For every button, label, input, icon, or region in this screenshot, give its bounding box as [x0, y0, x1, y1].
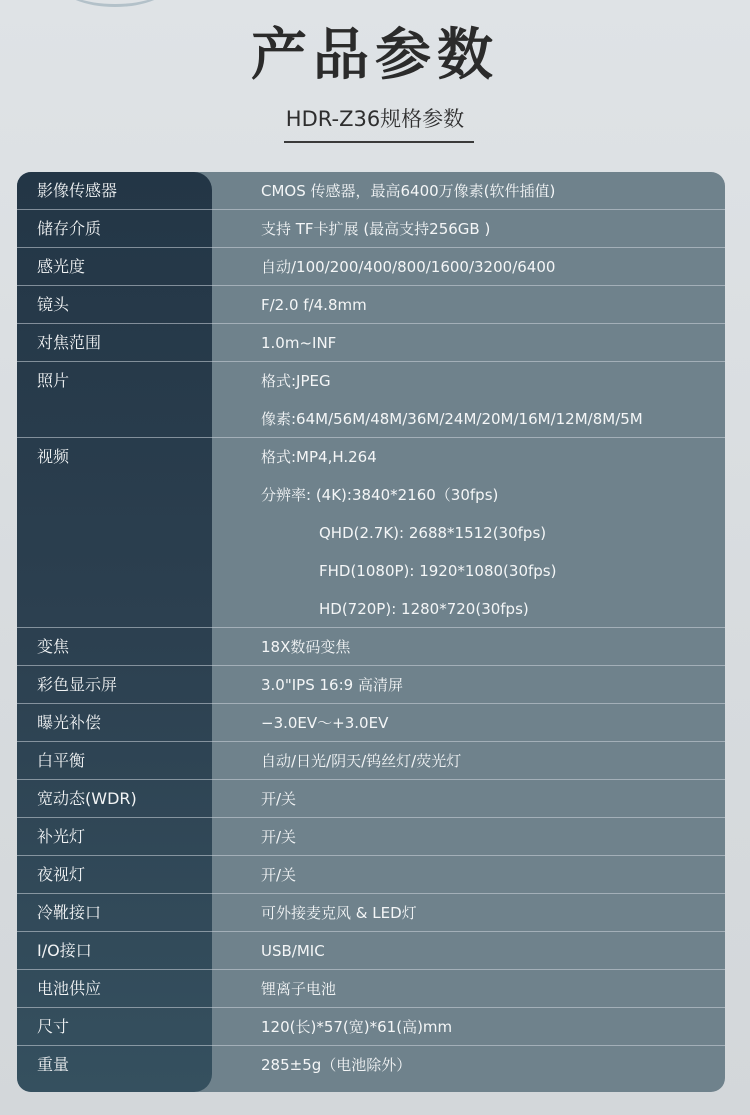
spec-row [17, 780, 725, 818]
spec-value: 锂离子电池 [261, 980, 337, 998]
spec-label: 镜头 [37, 295, 70, 314]
spec-value: −3.0EV～+3.0EV [261, 714, 389, 732]
spec-row [17, 704, 725, 742]
spec-label: 对焦范围 [37, 333, 102, 352]
spec-rows [17, 172, 725, 1084]
spec-row [17, 172, 725, 210]
spec-value: QHD(2.7K): 2688*1512(30fps) [319, 524, 547, 542]
spec-value: 开/关 [261, 866, 297, 884]
spec-row [17, 1046, 725, 1084]
spec-row [17, 666, 725, 704]
spec-values [261, 324, 721, 362]
spec-label: 储存介质 [37, 219, 102, 238]
spec-row [17, 628, 725, 666]
spec-values [261, 856, 721, 894]
decorative-corner-shape [60, 0, 170, 7]
spec-label: I/O接口 [37, 941, 92, 960]
spec-value: 像素:64M/56M/48M/36M/24M/20M/16M/12M/8M/5M [261, 410, 643, 428]
spec-value: CMOS 传感器，最高6400万像素(软件插值) [261, 182, 556, 200]
subtitle-underline [284, 141, 474, 143]
spec-value: 开/关 [261, 828, 297, 846]
spec-table [17, 172, 725, 1092]
spec-value: 分辨率: (4K):3840*2160（30fps) [261, 486, 499, 504]
spec-values [261, 1008, 721, 1046]
spec-values [261, 704, 721, 742]
spec-values [261, 210, 721, 248]
spec-value: 自动/日光/阴天/钨丝灯/荧光灯 [261, 752, 462, 770]
spec-values [261, 666, 721, 704]
spec-label: 彩色显示屏 [37, 675, 118, 694]
spec-row [17, 970, 725, 1008]
spec-value: 1.0m~INF [261, 334, 337, 352]
spec-values [261, 932, 721, 970]
spec-label: 照片 [37, 371, 70, 390]
spec-label: 变焦 [37, 637, 70, 656]
spec-row [17, 932, 725, 970]
spec-row [17, 362, 725, 438]
spec-values [261, 286, 721, 324]
spec-label: 冷靴接口 [37, 903, 102, 922]
spec-row [17, 248, 725, 286]
spec-values [261, 894, 721, 932]
spec-value: 自动/100/200/400/800/1600/3200/6400 [261, 258, 556, 276]
spec-row [17, 1008, 725, 1046]
spec-value: 18X数码变焦 [261, 638, 351, 656]
spec-label: 影像传感器 [37, 181, 118, 200]
spec-value: 支持 TF卡扩展 (最高支持256GB ) [261, 220, 491, 238]
spec-values [261, 172, 721, 210]
spec-value: FHD(1080P): 1920*1080(30fps) [319, 562, 557, 580]
spec-row [17, 210, 725, 248]
spec-label: 感光度 [37, 257, 86, 276]
spec-values [261, 362, 721, 438]
spec-values [261, 780, 721, 818]
spec-values [261, 742, 721, 780]
spec-value: HD(720P): 1280*720(30fps) [319, 600, 529, 618]
spec-label: 夜视灯 [37, 865, 86, 884]
spec-value: 格式:JPEG [261, 372, 331, 390]
spec-value: 3.0"IPS 16:9 高清屏 [261, 676, 403, 694]
spec-value: USB/MIC [261, 942, 325, 960]
page-subtitle: HDR-Z36规格参数 [285, 107, 465, 131]
spec-values [261, 1046, 721, 1084]
spec-row [17, 894, 725, 932]
spec-label: 宽动态(WDR) [37, 789, 137, 808]
spec-values [261, 438, 721, 628]
spec-label: 白平衡 [37, 751, 86, 770]
spec-values [261, 628, 721, 666]
spec-label: 补光灯 [37, 827, 86, 846]
spec-label: 曝光补偿 [37, 713, 102, 732]
spec-label: 视频 [37, 447, 70, 466]
spec-row [17, 856, 725, 894]
spec-value: 120(长)*57(宽)*61(高)mm [261, 1018, 453, 1036]
spec-value: F/2.0 f/4.8mm [261, 296, 367, 314]
spec-label: 尺寸 [37, 1017, 70, 1036]
page-title: 产品参数 [251, 23, 499, 88]
spec-value: 开/关 [261, 790, 297, 808]
spec-row [17, 286, 725, 324]
spec-row [17, 818, 725, 856]
spec-row [17, 324, 725, 362]
spec-values [261, 818, 721, 856]
spec-values [261, 248, 721, 286]
spec-value: 格式:MP4,H.264 [261, 448, 377, 466]
spec-row [17, 438, 725, 628]
spec-value: 可外接麦克风 & LED灯 [261, 904, 417, 922]
spec-row [17, 742, 725, 780]
spec-label: 重量 [37, 1055, 70, 1074]
spec-value: 285±5g（电池除外） [261, 1056, 412, 1074]
spec-label: 电池供应 [37, 979, 102, 998]
spec-values [261, 970, 721, 1008]
